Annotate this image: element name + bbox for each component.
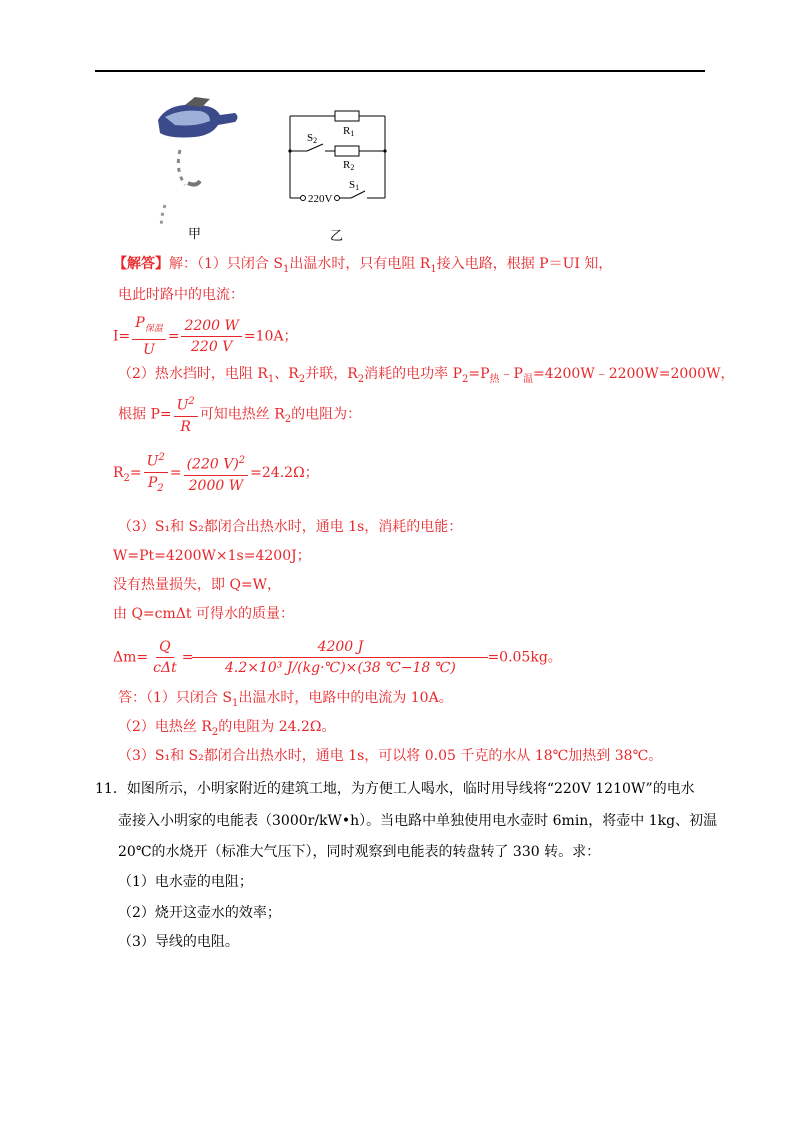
label-r2: R2: [343, 159, 355, 172]
question-sub-3: （3）导线的电阻。: [118, 934, 239, 950]
answer-line-7: （3）S₁和 S₂都闭合出热水时，通电 1s，消耗的电能：: [118, 519, 463, 535]
question-line-1: 11．如图所示，小明家附近的建筑工地，为方便工人喝水，临时用导线将“220V 1210W”的电水: [95, 781, 695, 797]
answer-mass-formula: Δm= $\frac{Q}{\text{cΔt}}$ = $\frac{4200 J}{\text{4.2×10³ J/(kg·℃)×(38 ℃−18 ℃)}}$ =0.05kg。: [113, 639, 562, 676]
header-rule: [95, 70, 705, 72]
answer-line-8: W=Pt=4200W×1s=4200J；: [113, 548, 311, 564]
answer-conclusion-3: （3）S₁和 S₂都闭合出热水时，通电 1s，可以将 0.05 千克的水从 18℃加热到 38℃。: [118, 748, 663, 764]
figure-label-yi: 乙: [330, 229, 344, 244]
answer-line-9: 没有热量损失，即 Q=W，: [113, 577, 282, 593]
figure-label-jia: 甲: [188, 227, 202, 242]
answer-conclusion-2: （2）电热丝 $R_2$的电阻为 24.2Ω。: [118, 719, 336, 738]
answer-line-4: （2）热水挡时，电阻 $R_1$、$R_2$并联，$R_2$消耗的电功率 $P_2=P_热﹣P_温=4200W﹣2200W=2000W$，: [118, 366, 735, 385]
question-sub-1: （1）电水壶的电阻；: [118, 874, 253, 890]
answer-line-1: 【解答】解：（1）只闭合 $S_1$出温水时，只有电阻 $R_1$接入电路，根据 P＝UI 知，: [113, 256, 613, 275]
circuit-diagram: [285, 108, 395, 213]
answer-line-10: 由 Q=cmΔt 可得水的质量：: [113, 606, 294, 622]
label-r1: R1: [343, 125, 355, 138]
answer-conclusion-1: 答：（1）只闭合 $S_1$出温水时，电路中的电流为 10A。: [118, 690, 453, 709]
label-voltage: 220V: [308, 193, 333, 205]
question-line-2: 壶接入小明家的电能表（3000r/kW•h）。当电路中单独使用电水壶时 6min，将壶中 1kg、初温: [118, 813, 718, 829]
answer-resistance-formula: $R_2=$ $\frac{U^2}{P_2}$ = $\frac{(220 V)^2}{2000 W}$ =24.2Ω；: [113, 448, 319, 498]
answer-line-5: 根据 P= $\frac{U^2}{R}$ 可知电热丝 $R_2$的电阻为：: [118, 392, 361, 437]
answer-line-2: 电此时路中的电流：: [118, 287, 244, 303]
question-sub-2: （2）烧开这壶水的效率；: [118, 905, 281, 921]
label-s1: S1: [349, 179, 360, 192]
faucet-figure: [140, 95, 250, 235]
answer-current-formula: I= $\frac{P_{保温}}{U}$ = $\frac{2200 W}{220 V}$ =10A；: [113, 315, 298, 358]
question-line-3: 20℃的水烧开（标准大气压下），同时观察到电能表的转盘转了 330 转。求：: [118, 844, 601, 860]
label-s2: S2: [307, 132, 318, 145]
